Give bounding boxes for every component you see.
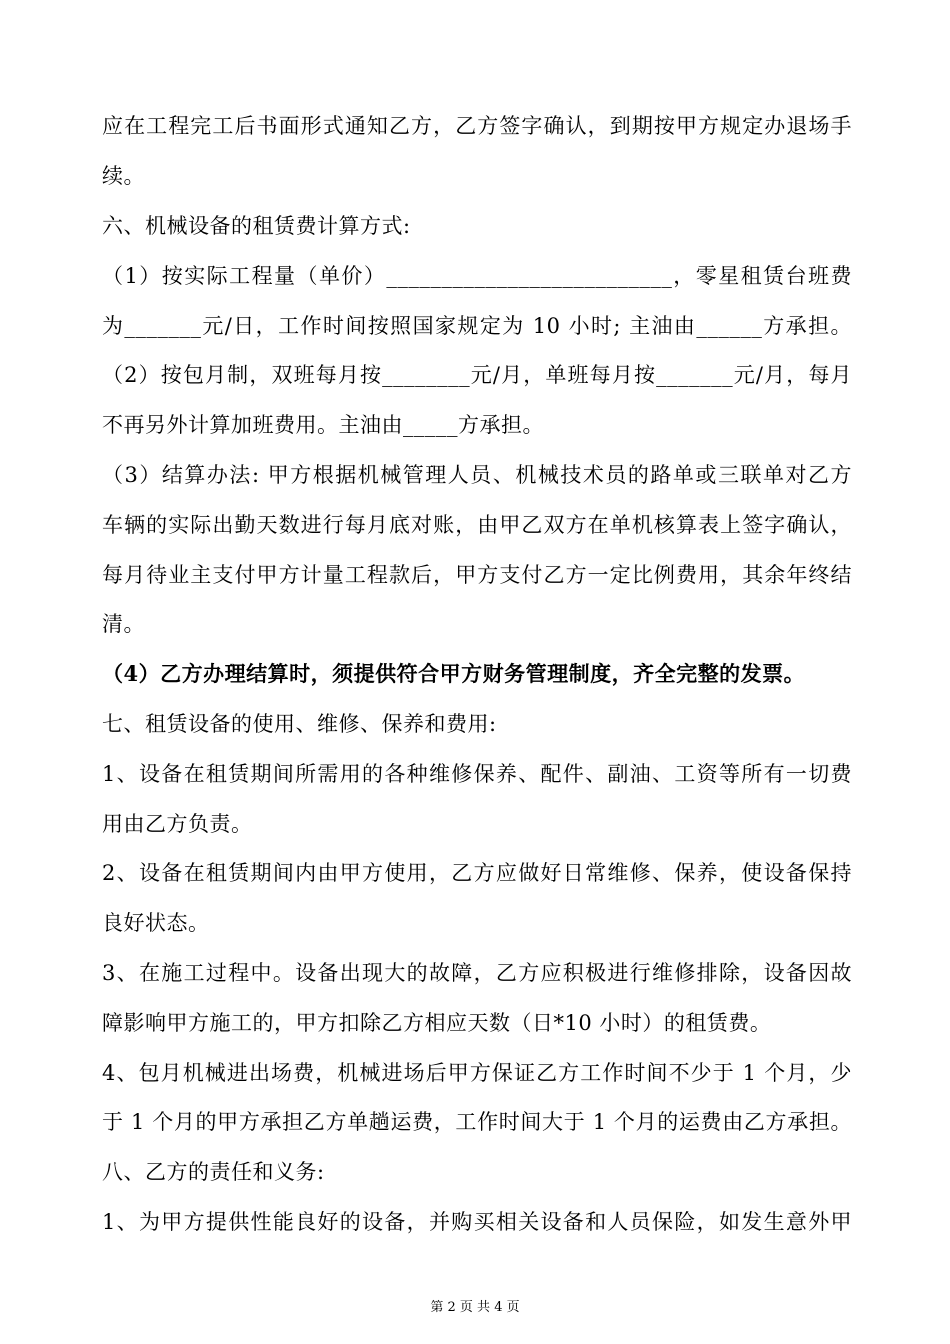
section-heading: 六、机械设备的租赁费计算方式:	[102, 214, 411, 238]
text-line: 每月待业主支付甲方计量工程款后，甲方支付乙方一定比例费用，其余年终结	[102, 563, 852, 587]
text-line: 续。	[102, 164, 145, 188]
text-line: 2、设备在租赁期间内由甲方使用，乙方应做好日常维修、保养，使设备保持	[102, 861, 852, 885]
text-line: 良好状态。	[102, 911, 210, 935]
page-number-footer: 第 2 页 共 4 页	[430, 1300, 520, 1315]
text-line: 于 1 个月的甲方承担乙方单趟运费，工作时间大于 1 个月的运费由乙方承担。	[102, 1110, 852, 1134]
text-line: 车辆的实际出勤天数进行每月底对账，由甲乙双方在单机核算表上签字确认，	[102, 513, 852, 537]
bold-clause: （4）乙方办理结算时，须提供符合甲方财务管理制度，齐全完整的发票。	[102, 661, 806, 686]
text-line: 障影响甲方施工的，甲方扣除乙方相应天数（日*10 小时）的租赁费。	[102, 1011, 772, 1035]
text-line: 1、设备在租赁期间所需用的各种维修保养、配件、副油、工资等所有一切费	[102, 762, 852, 786]
section-heading: 八、乙方的责任和义务:	[102, 1160, 325, 1184]
text-line: 1、为甲方提供性能良好的设备，并购买相关设备和人员保险，如发生意外甲	[102, 1210, 852, 1234]
section-heading: 七、租赁设备的使用、维修、保养和费用:	[102, 712, 497, 736]
text-line: 用由乙方负责。	[102, 812, 253, 836]
text-line: （2）按包月制，双班每月按________元/月，单班每月按_______元/月，每月	[102, 363, 852, 387]
text-line: 清。	[102, 612, 145, 636]
text-line: （1）按实际工程量（单价）__________________________，零星租赁台班费	[102, 264, 852, 288]
text-line: 为_______元/日，工作时间按照国家规定为 10 小时; 主油由______方承担。	[102, 314, 852, 338]
text-line: 3、在施工过程中。设备出现大的故障，乙方应积极进行维修排除，设备因故	[102, 961, 852, 985]
text-line: 4、包月机械进出场费，机械进场后甲方保证乙方工作时间不少于 1 个月，少	[102, 1061, 852, 1085]
text-line: 不再另外计算加班费用。主油由_____方承担。	[102, 413, 544, 437]
text-line: 应在工程完工后书面形式通知乙方，乙方签字确认，到期按甲方规定办退场手	[102, 114, 852, 138]
text-line: （3）结算办法: 甲方根据机械管理人员、机械技术员的路单或三联单对乙方	[102, 463, 852, 487]
